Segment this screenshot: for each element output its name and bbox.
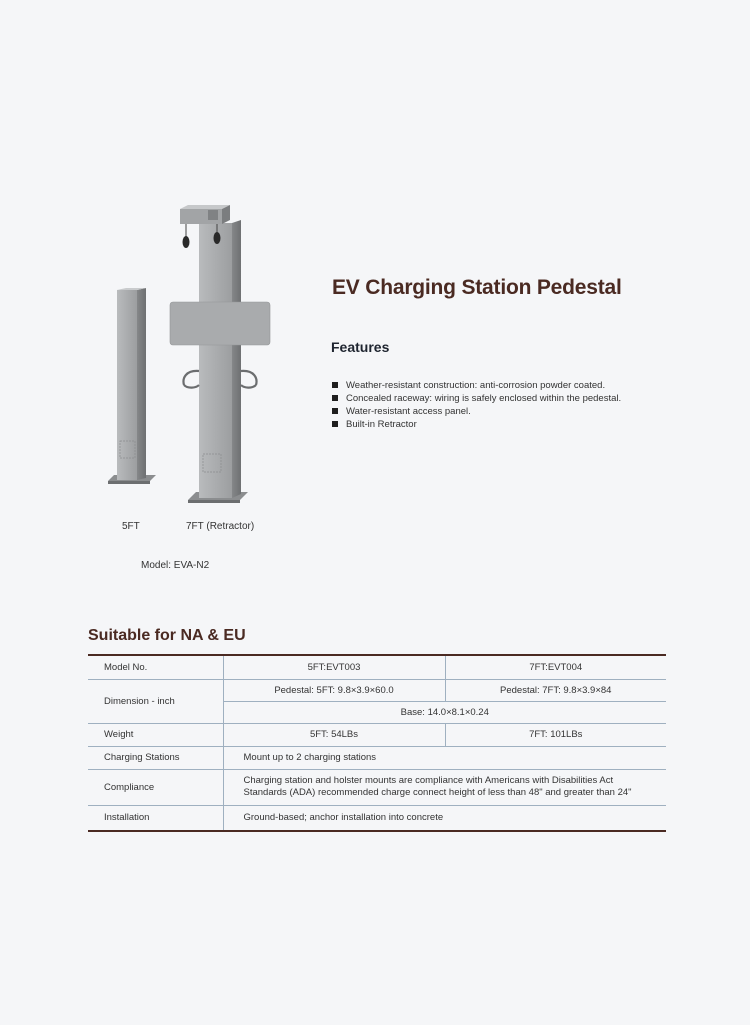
spec-row-installation <box>88 805 666 831</box>
row-label-compliance: Compliance <box>88 769 223 805</box>
model-label: Model: EVA-N2 <box>141 560 210 571</box>
row-label-installation: Installation <box>88 805 223 831</box>
spec-row-dimension <box>88 679 666 701</box>
row-label-model-no: Model No. <box>88 655 223 679</box>
feature-list <box>331 379 711 431</box>
bullet-icon <box>332 421 338 427</box>
spec-row-compliance <box>88 769 666 805</box>
charging-stations-value: Mount up to 2 charging stations <box>223 746 666 769</box>
bullet-icon <box>332 395 338 401</box>
pedestal-5ft-illustration <box>108 288 156 484</box>
feature-text: Water-resistant access panel. <box>346 406 471 417</box>
compliance-value: Charging station and holster mounts are compliance with Americans with Disabilities Act Standards (ADA) recommended charge connect height of less than 48" and greater than 24" <box>223 769 666 805</box>
caption-5ft: 5FT <box>122 521 140 532</box>
spec-table <box>88 654 666 832</box>
row-label-charging-stations: Charging Stations <box>88 746 223 769</box>
row-label-dimension: Dimension - inch <box>88 679 223 723</box>
product-illustration <box>100 195 290 515</box>
installation-value: Ground-based; anchor installation into concrete <box>223 805 666 831</box>
dimension-5ft-value: Pedestal: 5FT: 9.8×3.9×60.0 <box>223 679 445 701</box>
suitable-for-heading: Suitable for NA & EU <box>88 627 246 644</box>
bullet-icon <box>332 382 338 388</box>
bullet-icon <box>332 408 338 414</box>
caption-7ft-retractor: 7FT (Retractor) <box>186 521 255 532</box>
model-5ft-value: 5FT:EVT003 <box>223 655 445 679</box>
weight-7ft-value: 7FT: 101LBs <box>445 723 666 746</box>
feature-text: Weather-resistant construction: anti-corrosion powder coated. <box>346 380 606 391</box>
weight-5ft-value: 5FT: 54LBs <box>223 723 445 746</box>
feature-text: Built-in Retractor <box>346 419 417 430</box>
row-label-weight: Weight <box>88 723 223 746</box>
product-title: EV Charging Station Pedestal <box>332 276 622 299</box>
dimension-base-value: Base: 14.0×8.1×0.24 <box>223 701 666 723</box>
spec-row-weight <box>88 723 666 746</box>
spec-row-charging-stations <box>88 746 666 769</box>
feature-item <box>331 405 711 418</box>
model-7ft-value: 7FT:EVT004 <box>445 655 666 679</box>
feature-item <box>331 392 711 405</box>
features-heading: Features <box>331 339 390 355</box>
feature-item <box>331 379 711 392</box>
feature-item <box>331 418 711 431</box>
pedestal-7ft-illustration <box>170 205 270 503</box>
feature-text: Concealed raceway: wiring is safely enclosed within the pedestal. <box>346 393 622 404</box>
dimension-7ft-value: Pedestal: 7FT: 9.8×3.9×84 <box>445 679 666 701</box>
spec-row-model <box>88 655 666 679</box>
